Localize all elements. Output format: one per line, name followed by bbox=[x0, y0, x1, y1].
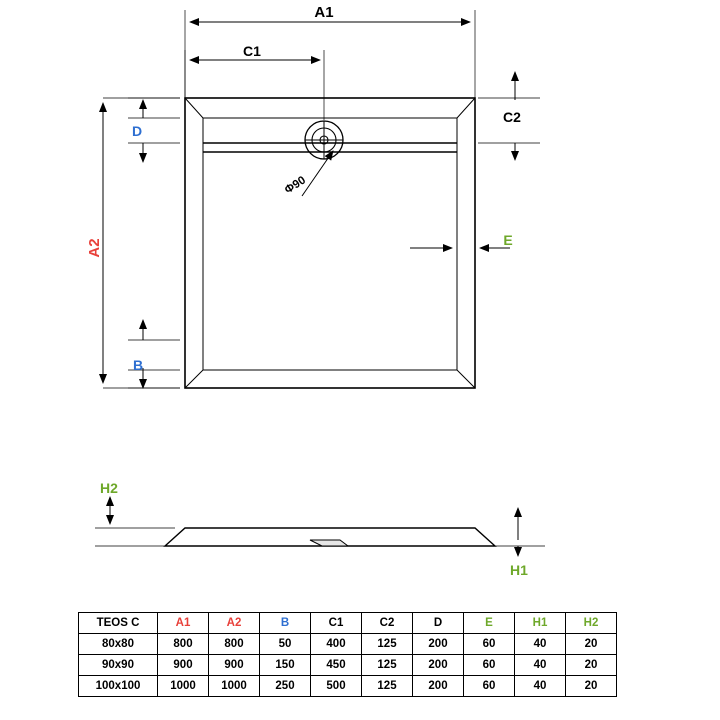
cell-e: 60 bbox=[464, 634, 515, 655]
label-b: B bbox=[132, 357, 144, 373]
header-c1: C1 bbox=[311, 613, 362, 634]
cell-b: 150 bbox=[260, 655, 311, 676]
dimensions-table bbox=[78, 612, 617, 697]
cell-a2: 800 bbox=[209, 634, 260, 655]
table-row bbox=[79, 676, 617, 697]
label-h2: H2 bbox=[100, 480, 118, 496]
label-e: E bbox=[503, 232, 513, 248]
header-a1: A1 bbox=[158, 613, 209, 634]
header-e: E bbox=[464, 613, 515, 634]
table-row bbox=[79, 655, 617, 676]
cell-a2: 900 bbox=[209, 655, 260, 676]
cell-d: 200 bbox=[413, 634, 464, 655]
cell-a2: 1000 bbox=[209, 676, 260, 697]
cell-h1: 40 bbox=[515, 676, 566, 697]
cell-a1: 900 bbox=[158, 655, 209, 676]
cell-c2: 125 bbox=[362, 634, 413, 655]
cell-d: 200 bbox=[413, 655, 464, 676]
cell-c2: 125 bbox=[362, 676, 413, 697]
header-h2: H2 bbox=[566, 613, 617, 634]
cell-h2: 20 bbox=[566, 676, 617, 697]
label-c2: C2 bbox=[503, 109, 521, 125]
header-h1: H1 bbox=[515, 613, 566, 634]
cell-c2: 125 bbox=[362, 655, 413, 676]
table-header-row bbox=[79, 613, 617, 634]
cell-c1: 450 bbox=[311, 655, 362, 676]
cell-e: 60 bbox=[464, 655, 515, 676]
header-b: B bbox=[260, 613, 311, 634]
cell-e: 60 bbox=[464, 676, 515, 697]
cell-model: 80x80 bbox=[79, 634, 158, 655]
cell-h2: 20 bbox=[566, 655, 617, 676]
cell-h1: 40 bbox=[515, 634, 566, 655]
side-view-drain bbox=[310, 540, 348, 546]
header-model: TEOS C bbox=[79, 613, 158, 634]
label-drain-diameter: Φ90 bbox=[282, 174, 308, 197]
cell-model: 100x100 bbox=[79, 676, 158, 697]
header-d: D bbox=[413, 613, 464, 634]
cell-a1: 800 bbox=[158, 634, 209, 655]
cell-a1: 1000 bbox=[158, 676, 209, 697]
cell-d: 200 bbox=[413, 676, 464, 697]
label-a2: A2 bbox=[86, 238, 103, 258]
cell-c1: 500 bbox=[311, 676, 362, 697]
label-c1: C1 bbox=[243, 43, 261, 59]
header-a2: A2 bbox=[209, 613, 260, 634]
cell-h1: 40 bbox=[515, 655, 566, 676]
tray-outline bbox=[185, 98, 475, 388]
label-a1: A1 bbox=[314, 4, 334, 21]
cell-c1: 400 bbox=[311, 634, 362, 655]
table-row bbox=[79, 634, 617, 655]
header-c2: C2 bbox=[362, 613, 413, 634]
label-h1: H1 bbox=[510, 562, 528, 578]
cell-b: 250 bbox=[260, 676, 311, 697]
label-d: D bbox=[131, 123, 143, 139]
cell-model: 90x90 bbox=[79, 655, 158, 676]
cell-b: 50 bbox=[260, 634, 311, 655]
cell-h2: 20 bbox=[566, 634, 617, 655]
